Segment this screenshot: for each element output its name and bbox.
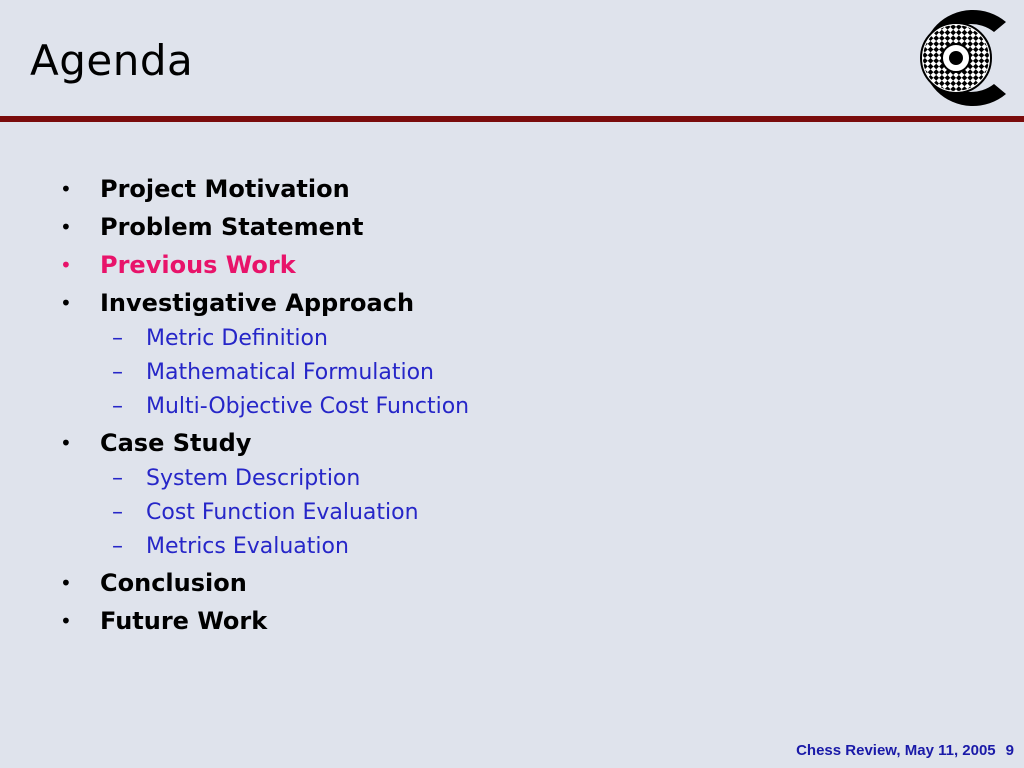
agenda-item-label: Conclusion — [100, 569, 247, 597]
dash: – — [112, 534, 123, 559]
agenda-item-label: Project Motivation — [100, 175, 350, 203]
agenda-subitem-label: Multi-Objective Cost Function — [146, 394, 470, 419]
agenda-subitem-metrics-evaluation — [58, 530, 469, 564]
dash: – — [112, 500, 123, 525]
agenda-item-previous-work — [58, 246, 469, 284]
agenda-item-label: Investigative Approach — [100, 289, 415, 317]
bullet: • — [60, 215, 72, 239]
agenda-item-problem-statement — [58, 208, 469, 246]
bullet: • — [60, 253, 72, 277]
bullet: • — [60, 571, 72, 595]
chess-c-logo-icon — [894, 8, 1014, 108]
agenda-subitem-cost-function-evaluation — [58, 496, 469, 530]
agenda-subitem-label: Metric Definition — [146, 326, 328, 351]
agenda-list — [58, 170, 469, 640]
agenda-item-conclusion — [58, 564, 469, 602]
agenda-subitem-system-description — [58, 462, 469, 496]
bullet: • — [60, 177, 72, 201]
agenda-subitem-label: System Description — [146, 466, 361, 491]
agenda-subitem-label: Metrics Evaluation — [146, 534, 349, 559]
agenda-item-future-work — [58, 602, 469, 640]
agenda-subitem-label: Mathematical Formulation — [146, 360, 434, 385]
dash: – — [112, 326, 123, 351]
page-number: 9 — [1005, 742, 1014, 759]
slide-title: Agenda — [30, 36, 194, 85]
bullet: • — [60, 431, 72, 455]
bullet: • — [60, 609, 72, 633]
agenda-subitem-mathematical-formulation — [58, 356, 469, 390]
agenda-item-case-study — [58, 424, 469, 462]
footer-text: Chess Review, May 11, 2005 — [796, 742, 996, 759]
dash: – — [112, 466, 123, 491]
agenda-item-label: Problem Statement — [100, 213, 364, 241]
dash: – — [112, 360, 123, 385]
title-divider — [0, 116, 1024, 122]
agenda-item-label: Future Work — [100, 607, 268, 635]
agenda-item-label: Previous Work — [100, 251, 296, 279]
agenda-subitem-metric-definition — [58, 322, 469, 356]
dash: – — [112, 394, 123, 419]
slide-footer — [796, 742, 1014, 759]
agenda-item-project-motivation — [58, 170, 469, 208]
bullet: • — [60, 291, 72, 315]
agenda-item-label: Case Study — [100, 429, 252, 457]
agenda-subitem-label: Cost Function Evaluation — [146, 500, 419, 525]
agenda-item-investigative-approach — [58, 284, 469, 322]
agenda-subitem-multi-objective-cost-function — [58, 390, 469, 424]
